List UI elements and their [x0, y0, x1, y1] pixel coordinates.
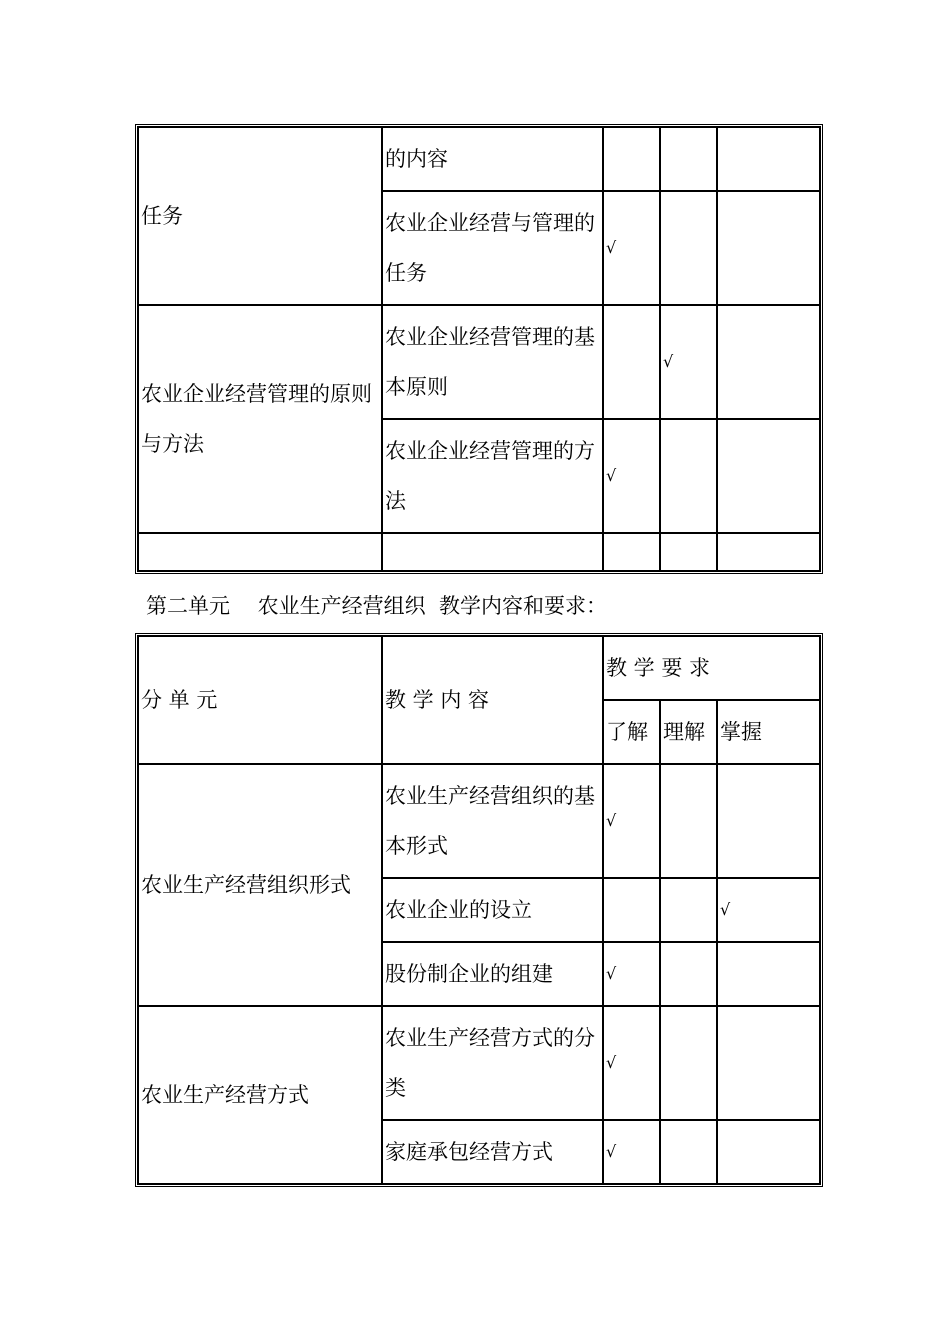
understand-cell: √ [603, 764, 660, 878]
understand-cell [603, 878, 660, 942]
teaching-requirements-table-2 [135, 633, 823, 1187]
empty-cell [382, 533, 603, 571]
master-cell [717, 191, 820, 305]
requirements-header: 教 学 要 求 [603, 636, 820, 700]
comprehend-cell [660, 1006, 717, 1120]
master-cell [717, 127, 820, 191]
understand-cell [603, 127, 660, 191]
content-cell: 家庭承包经营方式 [382, 1120, 603, 1184]
comprehend-cell [660, 191, 717, 305]
master-cell [717, 419, 820, 533]
understand-cell: √ [603, 942, 660, 1006]
empty-cell [138, 533, 382, 571]
header-row [138, 636, 820, 700]
master-header: 掌握 [717, 700, 820, 764]
content-cell: 的内容 [382, 127, 603, 191]
table-row [138, 764, 820, 878]
master-cell [717, 764, 820, 878]
content-header: 教 学 内 容 [382, 636, 603, 764]
empty-cell [717, 533, 820, 571]
content-cell: 股份制企业的组建 [382, 942, 603, 1006]
content-cell: 农业企业经营管理的基本原则 [382, 305, 603, 419]
master-cell: √ [717, 878, 820, 942]
content-cell: 农业企业经营管理的方法 [382, 419, 603, 533]
empty-cell [660, 533, 717, 571]
comprehend-cell [660, 419, 717, 533]
understand-cell: √ [603, 1120, 660, 1184]
master-cell [717, 1006, 820, 1120]
comprehend-cell [660, 878, 717, 942]
understand-cell: √ [603, 1006, 660, 1120]
master-cell [717, 1120, 820, 1184]
table-row [138, 305, 820, 419]
empty-cell [603, 533, 660, 571]
content-cell: 农业企业经营与管理的任务 [382, 191, 603, 305]
empty-table-row [138, 533, 820, 571]
content-cell: 农业生产经营组织的基本形式 [382, 764, 603, 878]
understand-cell: √ [603, 419, 660, 533]
comprehend-cell [660, 764, 717, 878]
unit-cell: 农业生产经营组织形式 [138, 764, 382, 1006]
table-row [138, 127, 820, 191]
content-cell: 农业企业的设立 [382, 878, 603, 942]
comprehend-cell [660, 942, 717, 1006]
unit-cell: 任务 [138, 127, 382, 305]
teaching-requirements-table-1 [135, 124, 823, 574]
comprehend-cell [660, 127, 717, 191]
content-cell: 农业生产经营方式的分类 [382, 1006, 603, 1120]
unit-cell: 农业企业经营管理的原则与方法 [138, 305, 382, 533]
understand-cell [603, 305, 660, 419]
comprehend-header: 理解 [660, 700, 717, 764]
master-cell [717, 305, 820, 419]
comprehend-cell [660, 1120, 717, 1184]
section-heading: 第二单元 农业生产经营组织 教学内容和要求： [146, 594, 608, 618]
unit-header: 分 单 元 [138, 636, 382, 764]
understand-cell: √ [603, 191, 660, 305]
understand-header: 了解 [603, 700, 660, 764]
table-row [138, 1006, 820, 1120]
master-cell [717, 942, 820, 1006]
comprehend-cell: √ [660, 305, 717, 419]
unit-cell: 农业生产经营方式 [138, 1006, 382, 1184]
